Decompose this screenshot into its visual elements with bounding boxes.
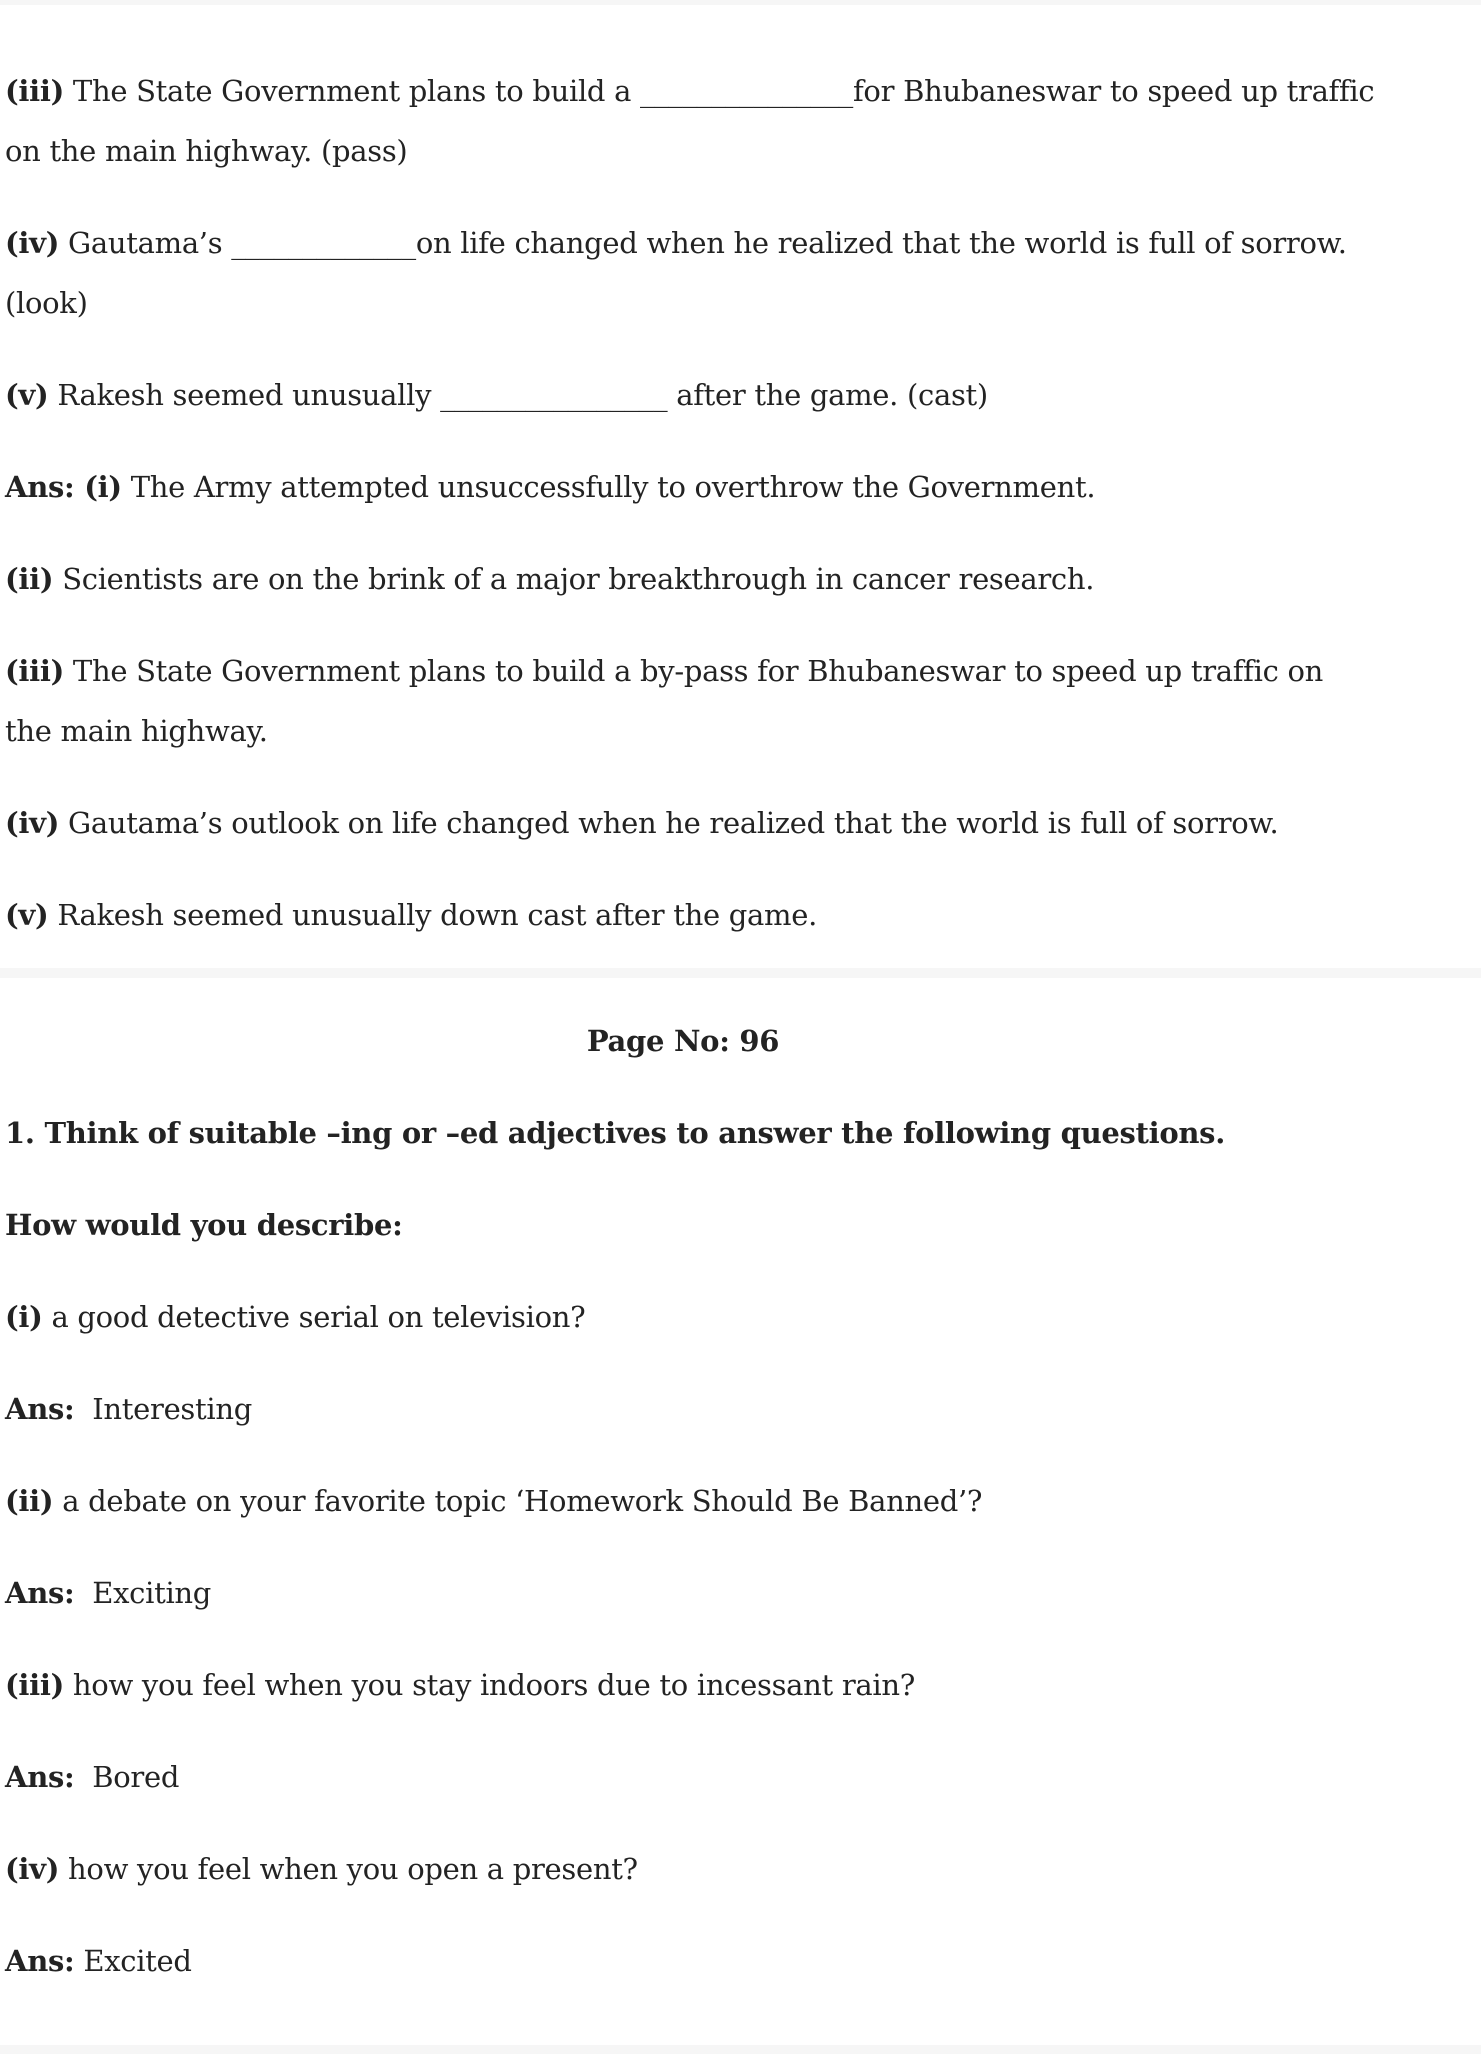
answer-text: Scientists are on the brink of a major breakthrough in cancer research. [53, 562, 1095, 596]
question-text: how you feel when you open a present? [59, 1852, 638, 1886]
question-text: how you feel when you stay indoors due to incessant rain? [64, 1668, 915, 1702]
answer-text: Gautama’s outlook on life changed when he realized that the world is full of sorrow. [59, 806, 1279, 840]
answer-label: Ans: [5, 1944, 75, 1978]
question-text: (look) [5, 286, 88, 320]
question-text: The State Government plans to build a _______________for Bhubaneswar to speed up traffic [64, 74, 1375, 108]
answer-marker: (iii) [5, 654, 64, 688]
answer-value: Excited [74, 1944, 192, 1978]
question-marker: (v) [5, 378, 49, 412]
answer-text: The State Government plans to build a by-pass for Bhubaneswar to speed up traffic on [64, 654, 1323, 688]
question-marker: (iii) [5, 1668, 64, 1702]
answer-label: Ans: [5, 1576, 75, 1610]
question-marker: (i) [5, 1300, 43, 1334]
page-number-heading: Page No: 96 [586, 1024, 780, 1058]
answer-value: Bored [74, 1760, 180, 1794]
answer-text: The Army attempted unsuccessfully to overthrow the Government. [121, 470, 1096, 504]
question-marker: (iv) [5, 1852, 60, 1886]
page-top-strip [0, 0, 1481, 5]
page-bottom-strip [0, 2045, 1481, 2054]
answer-marker: (iv) [5, 806, 60, 840]
answer-iii [5, 641, 1477, 761]
qa-question-iv [5, 1839, 1477, 1899]
answer-i [5, 457, 1477, 517]
question-marker: (iii) [5, 74, 64, 108]
qa-answer-iii [5, 1747, 1477, 1807]
question-text: a good detective serial on television? [42, 1300, 586, 1334]
answer-iv [5, 793, 1477, 853]
answer-text: Rakesh seemed unusually down cast after the game. [48, 898, 818, 932]
exercise-subheading: How would you describe: [5, 1208, 403, 1242]
exercise-heading: 1. Think of suitable –ing or –ed adjectives to answer the following questions. [5, 1116, 1226, 1150]
answer-ii [5, 549, 1477, 609]
fill-question-iv [5, 213, 1477, 333]
qa-question-ii [5, 1471, 1477, 1531]
question-marker: (iv) [5, 226, 60, 260]
answer-label: Ans: [5, 1392, 75, 1426]
fill-question-iii [5, 61, 1477, 181]
section-separator [0, 968, 1481, 978]
answer-label: Ans: [5, 1760, 75, 1794]
qa-answer-i [5, 1379, 1477, 1439]
question-text: Gautama’s _____________on life changed when he realized that the world is full of sorrow. [59, 226, 1347, 260]
answer-marker: (ii) [5, 562, 54, 596]
question-text: Rakesh seemed unusually ________________ after the game. (cast) [48, 378, 988, 412]
fill-question-v [5, 365, 1477, 425]
answer-value: Interesting [74, 1392, 252, 1426]
qa-answer-iv [5, 1931, 1477, 1991]
answer-value: Exciting [74, 1576, 212, 1610]
question-marker: (ii) [5, 1484, 54, 1518]
qa-question-i [5, 1287, 1477, 1347]
qa-answer-ii [5, 1563, 1477, 1623]
answer-marker: (v) [5, 898, 49, 932]
answer-text: the main highway. [5, 714, 268, 748]
qa-question-iii [5, 1655, 1477, 1715]
answer-v [5, 885, 1477, 945]
question-text: a debate on your favorite topic ‘Homework Should Be Banned’? [53, 1484, 983, 1518]
answer-marker: Ans: (i) [5, 470, 122, 504]
question-text: on the main highway. (pass) [5, 134, 408, 168]
